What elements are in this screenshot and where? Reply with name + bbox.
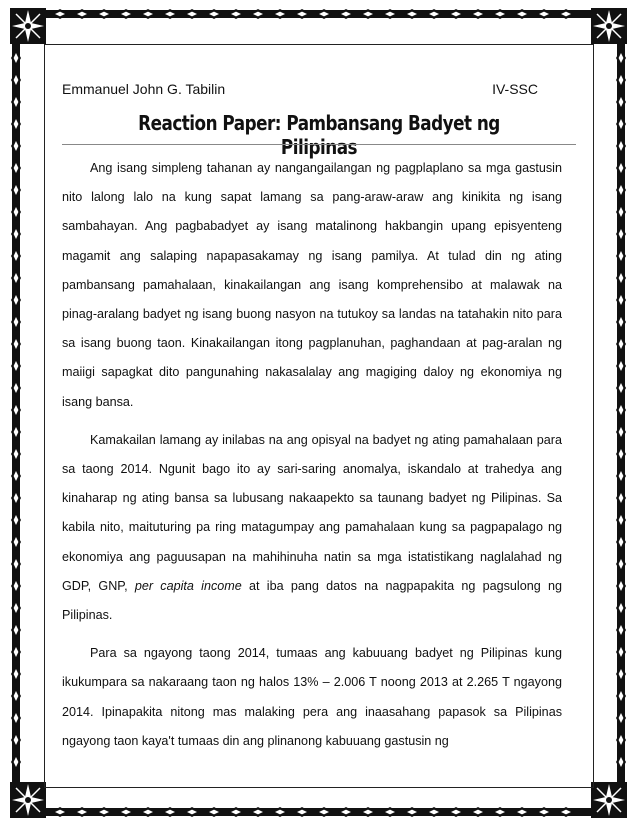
author-name: Emmanuel John G. Tabilin xyxy=(62,81,226,97)
paragraph-2-text-end: at iba pang datos na nagpapakita ng pagsulong ng Pilipinas. xyxy=(62,578,562,623)
document-body xyxy=(62,154,562,765)
paragraph-2 xyxy=(62,426,562,630)
class-section: IV-SSC xyxy=(492,81,538,97)
title-underline xyxy=(62,144,576,145)
paragraph-1: Ang isang simpleng tahanan ay nangangailangan ng pagplaplano sa mga gastusin nito lalong lalo na kung sapat lamang sa pang-araw-araw ang kinikita ng isang sambahayan. Ang pagbabadyet ay isang matalinong hakbangin upang episyenteng magamit ang salaping napapasakamay ng isang pamilya. At tulad din ng ating pambansang pamahalaan, kinakailangan ang isang komprehensibo at malawak na pinag-aralang badyet ng isang buong nasyon na tutukoy sa landas na tatahakin nito para sa isang buong taon. Kinakailangan itong pagplanuhan, paghandaan at pag-aralan ng maiigi sapagkat dito pangunahing nakasalalay ang magiging daloy ng ekonomiya ng isang bansa. xyxy=(62,161,562,409)
paragraph-3: Para sa ngayong taong 2014, tumaas ang kabuuang badyet ng Pilipinas kung ikukumpara sa nakaraang taon ng halos 13% – 2.006 T noong 2013 at 2.265 T ngayong 2014. Ipinapakita nitong mas malaking pera ang inaasahang papasok sa Pilipinas ngayong taon kaya't tumaas din ang plinanong kabuuang gastusin ng xyxy=(62,646,562,748)
paragraph-2-italic-term: per capita income xyxy=(134,578,242,593)
document-header xyxy=(62,81,538,99)
paragraph-2-text-start: Kamakailan lamang ay inilabas na ang opisyal na badyet ng ating pamahalaan para sa taong 2014. Ngunit bago ito ay sari-saring anomalya, iskandalo at trahedya ang kinaharap ng ating bansa sa lubusang nakaapekto sa taunang badyet ng Pilipinas. Sa kabila nito, maituturing pa ring matagumpay ang pamahalaan kung sa pagpapalago ng ekonomiya ang paguusapan na mahihinuha natin sa mga istatistikang naglalahad ng GDP, GNP, xyxy=(62,432,562,593)
page-title: Reaction Paper: Pambansang Badyet ng Pilipinas xyxy=(138,111,500,159)
